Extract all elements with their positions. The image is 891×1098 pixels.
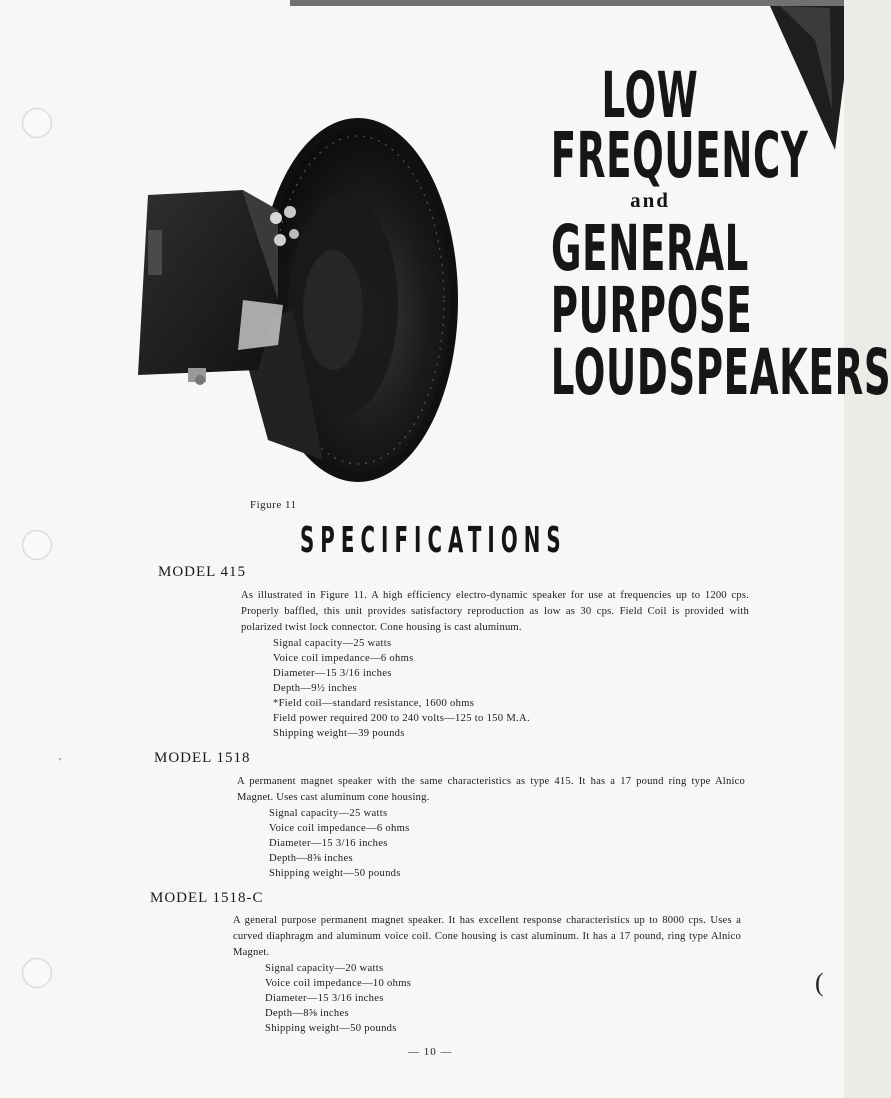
spec-item: *Field coil—standard resistance, 1600 ohms	[273, 698, 475, 709]
figure-caption: Figure 11	[250, 499, 297, 511]
model-1518-title: MODEL 1518	[154, 750, 251, 766]
model-1518c-title: MODEL 1518-C	[150, 890, 264, 906]
spec-item: Shipping weight—39 pounds	[273, 728, 405, 739]
spec-item: Signal capacity—25 watts	[273, 638, 392, 649]
spec-item: Depth—9½ inches	[273, 683, 357, 694]
model-1518-spec-list	[269, 806, 410, 881]
headline	[490, 59, 891, 410]
spec-item: Shipping weight—50 pounds	[265, 1023, 397, 1034]
spec-item: Voice coil impedance—6 ohms	[273, 653, 414, 664]
spec-item: Signal capacity—25 watts	[269, 808, 388, 819]
spec-item: Signal capacity—20 watts	[265, 963, 384, 974]
headline-connector: and	[630, 188, 670, 212]
spec-item: Voice coil impedance—6 ohms	[269, 823, 410, 834]
punch-hole-bottom	[22, 958, 52, 988]
punch-hole-middle	[22, 530, 52, 560]
spec-item: Depth—8⅝ inches	[265, 1008, 349, 1019]
spec-item: Diameter—15 3/16 inches	[265, 993, 384, 1004]
punch-hole-top	[22, 108, 52, 138]
margin-tick-mark: '	[59, 757, 61, 768]
model-1518-description: A permanent magnet speaker with the same characteristics as type 415. It has a 17 pound ring type Alnico Magnet. Uses cast aluminum cone housing.	[237, 776, 745, 803]
headline-line-3: GENERAL	[551, 212, 749, 286]
page-number: — 10 —	[408, 1046, 453, 1058]
headline-line-5: LOUDSPEAKERS	[550, 336, 891, 410]
section-title: SPECIFICATIONS	[300, 520, 567, 561]
model-415-spec-list	[273, 636, 530, 741]
spec-item: Diameter—15 3/16 inches	[269, 838, 388, 849]
loudspeaker-photo	[118, 100, 463, 485]
spec-item: Depth—8⅝ inches	[269, 853, 353, 864]
model-1518c-spec-list	[265, 961, 411, 1036]
headline-line-4: PURPOSE	[550, 274, 753, 348]
spec-item: Field power required 200 to 240 volts—125 to 150 M.A.	[273, 713, 530, 724]
model-1518c-description: A general purpose permanent magnet speaker. It has excellent response characteristics up to 8000 cps. Uses a curved diaphragm and aluminum voice coil. Cone housing is cast aluminum. It has a 17 pound, ring type Alnico Magnet.	[233, 915, 741, 958]
model-415-description: As illustrated in Figure 11. A high efficiency electro-dynamic speaker for use at frequencies up to 1200 cps. Properly baffled, this unit provides satisfactory reproduction as low as 30 cps. Field Coil is provided with polarized twist lock connector. Cone housing is cast aluminum.	[241, 590, 749, 633]
model-415-title: MODEL 415	[158, 564, 247, 580]
margin-curl-mark: (	[815, 968, 824, 997]
headline-line-1: LOW	[601, 59, 699, 133]
spec-item: Shipping weight—50 pounds	[269, 868, 401, 879]
spec-item: Voice coil impedance—10 ohms	[265, 978, 412, 989]
headline-line-2: FREQUENCY	[550, 119, 809, 193]
spec-item: Diameter—15 3/16 inches	[273, 668, 392, 679]
